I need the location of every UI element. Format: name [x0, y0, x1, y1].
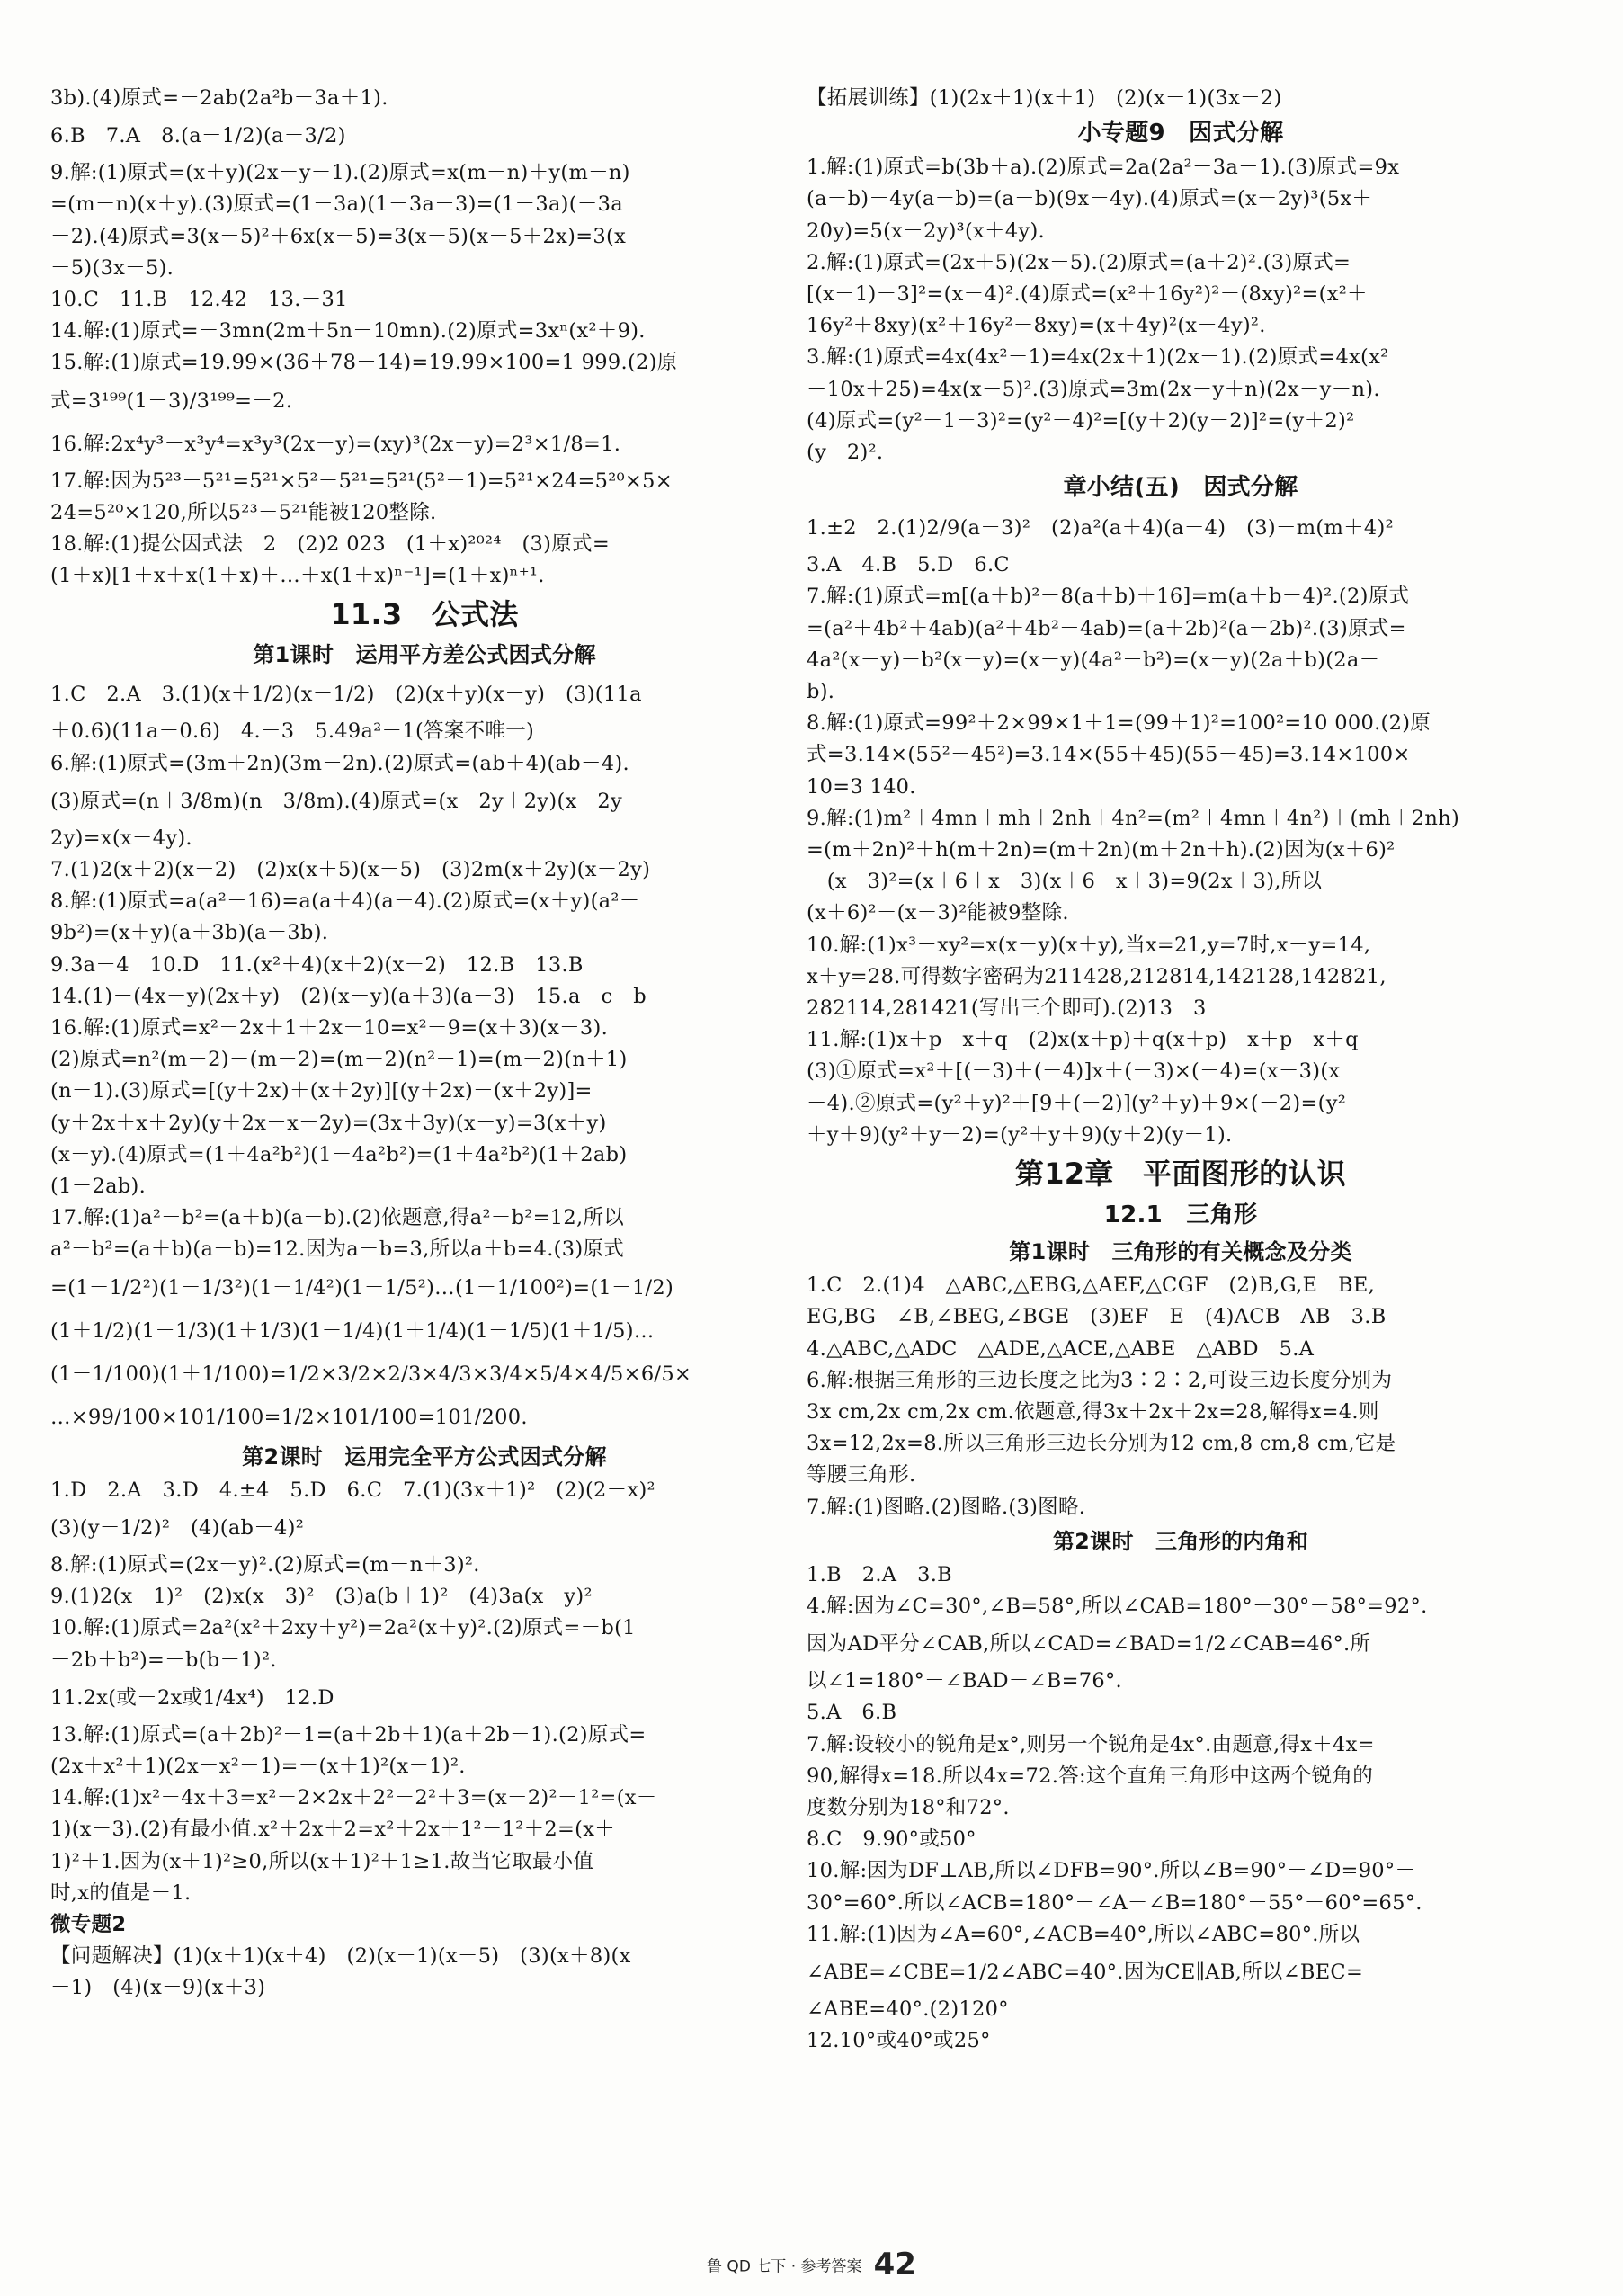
answer-line: 3x=12,2x=8.所以三角形三边长分别为12 cm,8 cm,8 cm,它是 — [807, 1432, 1396, 1456]
answer-line: 3b).(4)原式=－2ab(2a²b－3a＋1). — [50, 86, 388, 110]
section-heading: 小专题9 因式分解 — [1077, 120, 1284, 147]
answer-line: 14.解:(1)x²－4x＋3=x²－2×2x＋2²－2²＋3=(x－2)²－1²=(x－ — [50, 1786, 657, 1810]
answer-line: 1.±2 2.(1)2/9(a－3)² (2)a²(a＋4)(a－4) (3)－m(m＋4)² — [807, 516, 1394, 540]
answer-line: 【拓展训练】(1)(2x＋1)(x＋1) (2)(x－1)(3x－2) — [807, 86, 1282, 110]
answer-line: 9b²)=(x＋y)(a＋3b)(a－3b). — [50, 921, 329, 945]
answer-line: =(m＋2n)²＋h(m＋2n)=(m＋2n)(m＋2n＋h).(2)因为(x＋6)² — [807, 838, 1396, 862]
answer-line: (3)①原式=x²＋[(－3)＋(－4)]x＋(－3)×(－4)=(x－3)(x — [807, 1059, 1341, 1084]
answer-line: 11.解:(1)因为∠A=60°,∠ACB=40°,所以∠ABC=80°.所以 — [807, 1922, 1360, 1946]
answer-line: (4)原式=(y²－1－3)²=(y²－4)²=[(y＋2)(y－2)]²=(y＋2)² — [807, 408, 1355, 433]
answer-line: 1.D 2.A 3.D 4.±4 5.D 6.C 7.(1)(3x＋1)² (2)(2－x)² — [50, 1478, 655, 1502]
answer-line: (a－b)－4y(a－b)=(a－b)(9x－4y).(4)原式=(x－2y)³(5x＋ — [807, 187, 1373, 211]
answer-line: 282114,281421(写出三个即可).(2)13 3 — [807, 996, 1207, 1021]
answer-line: ∠ABE=40°.(2)120° — [807, 1997, 1009, 2021]
answer-line: －(x－3)²=(x＋6＋x－3)(x＋6－x＋3)=9(2x＋3),所以 — [807, 870, 1323, 894]
answer-line: 17.解:因为5²³－5²¹=5²¹×5²－5²¹=5²¹(5²－1)=5²¹×24=5²⁰×5× — [50, 469, 673, 493]
chapter-heading: 11.3 公式法 — [330, 597, 519, 632]
chapter-heading: 第12章 平面图形的认识 — [1014, 1157, 1347, 1192]
answer-line: 11.2x(或－2x或1/4x⁴) 12.D — [50, 1685, 334, 1710]
book-code: 鲁 QD 七下 · 参考答案 — [707, 2257, 862, 2276]
answer-line: 7.解:设较小的锐角是x°,则另一个锐角是4x°.由题意,得x＋4x= — [807, 1732, 1375, 1756]
answer-line: …×99/100×101/100=1/2×101/100=101/200. — [50, 1405, 528, 1429]
section-heading: 章小结(五) 因式分解 — [1063, 474, 1298, 502]
answer-line: =(m－n)(x＋y).(3)原式=(1－3a)(1－3a－3)=(1－3a)(－3a — [50, 192, 623, 217]
answer-line: 【问题解决】(1)(x＋1)(x＋4) (2)(x－1)(x－5) (3)(x＋8)(x — [50, 1944, 631, 1969]
answer-line: 11.解:(1)x＋p x＋q (2)x(x＋p)＋q(x＋p) x＋p x＋q — [807, 1028, 1359, 1052]
answer-line: 18.解:(1)提公因式法 2 (2)2 023 (1＋x)²⁰²⁴ (3)原式= — [50, 532, 610, 557]
answer-line: (3)原式=(n＋3/8m)(n－3/8m).(4)原式=(x－2y＋2y)(x－2y－ — [50, 789, 643, 813]
answer-line: －10x＋25)=4x(x－5)².(3)原式=3m(2x－y＋n)(2x－y－n). — [807, 377, 1380, 401]
answer-line: (x＋6)²－(x－3)²能被9整除. — [807, 901, 1069, 925]
answer-line: 12.10°或40°或25° — [807, 2029, 991, 2053]
answer-line: 16.解:2x⁴y³－x³y⁴=x³y³(2x－y)=(xy)³(2x－y)=2³×1/8=1. — [50, 432, 621, 456]
answer-line: ＋y＋9)(y²＋y－2)=(y²＋y＋9)(y＋2)(y－1). — [807, 1122, 1233, 1147]
answer-line: b). — [807, 680, 835, 704]
answer-line: 24=5²⁰×120,所以5²³－5²¹能被120整除. — [50, 500, 437, 524]
answer-line: 2y)=x(x－4y). — [50, 826, 192, 850]
answer-line: 1.B 2.A 3.B — [807, 1562, 953, 1586]
answer-line: －1) (4)(x－9)(x＋3) — [50, 1976, 266, 2000]
answer-line: 6.解:(1)原式=(3m＋2n)(3m－2n).(2)原式=(ab＋4)(ab－4). — [50, 751, 629, 775]
answer-line: 7.解:(1)图略.(2)图略.(3)图略. — [807, 1495, 1086, 1519]
answer-line: 10.C 11.B 12.42 13.－31 — [50, 288, 348, 312]
answer-line: 9.3a－4 10.D 11.(x²＋4)(x＋2)(x－2) 12.B 13.B — [50, 952, 584, 977]
answer-line: 4a²(x－y)－b²(x－y)=(x－y)(4a²－b²)=(x－y)(2a＋b)(2a－ — [807, 648, 1380, 672]
answer-line: 7.解:(1)原式=m[(a＋b)²－8(a＋b)＋16]=m(a＋b－4)².(2)原式 — [807, 585, 1410, 609]
answer-line: 度数分别为18°和72°. — [807, 1795, 1010, 1819]
answer-line: 2.解:(1)原式=(2x＋5)(2x－5).(2)原式=(a＋2)².(3)原式= — [807, 250, 1351, 274]
section-heading: 12.1 三角形 — [1103, 1202, 1258, 1229]
answer-line: (n－1).(3)原式=[(y＋2x)＋(x＋2y)][(y＋2x)－(x＋2y)]= — [50, 1079, 593, 1103]
answer-line: 30°=60°.所以∠ACB=180°－∠A－∠B=180°－55°－60°=65°. — [807, 1890, 1422, 1915]
right-column — [807, 83, 1555, 2057]
answer-line: 15.解:(1)原式=19.99×(36＋78－14)=19.99×100=1 999.(2)原 — [50, 351, 678, 375]
lesson-heading: 第1课时 运用平方差公式因式分解 — [253, 642, 596, 668]
answer-line: (2)原式=n²(m－2)－(m－2)=(m－2)(n²－1)=(m－2)(n＋1) — [50, 1048, 628, 1072]
answer-line: 4.解:因为∠C=30°,∠B=58°,所以∠CAB=180°－30°－58°=92°. — [807, 1594, 1428, 1618]
answer-line: 17.解:(1)a²－b²=(a＋b)(a－b).(2)依题意,得a²－b²=12,所以 — [50, 1206, 625, 1230]
answer-line: (1－2ab). — [50, 1175, 147, 1199]
answer-line: 13.解:(1)原式=(a＋2b)²－1=(a＋2b＋1)(a＋2b－1).(2)原式= — [50, 1722, 647, 1747]
answer-line: 7.(1)2(x＋2)(x－2) (2)x(x＋5)(x－5) (3)2m(x＋2y)(x－2y) — [50, 858, 651, 882]
answer-line: 10.解:(1)原式=2a²(x²＋2xy＋y²)=2a²(x＋y)².(2)原式=－b(1 — [50, 1616, 636, 1640]
answer-line: (1＋1/2)(1－1/3)(1＋1/3)(1－1/4)(1＋1/4)(1－1/5)(1＋1/5)… — [50, 1318, 655, 1343]
answer-line: x＋y=28.可得数字密码为211428,212814,142128,142821, — [807, 964, 1387, 988]
answer-line: =(1－1/2²)(1－1/3²)(1－1/4²)(1－1/5²)…(1－1/100²)=(1－1/2) — [50, 1275, 674, 1300]
answer-line: 16y²＋8xy)(x²＋16y²－8xy)=(x＋4y)²(x－4y)². — [807, 314, 1266, 338]
answer-line: 10.解:(1)x³－xy²=x(x－y)(x＋y),当x=21,y=7时,x－y=14, — [807, 933, 1371, 957]
answer-line: 1)²＋1.因为(x＋1)²≥0,所以(x＋1)²＋1≥1.故当它取最小值 — [50, 1849, 594, 1873]
answer-line: 8.解:(1)原式=(2x－y)².(2)原式=(m－n＋3)². — [50, 1552, 480, 1577]
answer-line: 1.C 2.(1)4 △ABC,△EBG,△AEF,△CGF (2)B,G,E BE, — [807, 1273, 1376, 1298]
page-number: 42 — [873, 2247, 916, 2283]
answer-line: 14.解:(1)原式=－3mn(2m＋5n－10mn).(2)原式=3xⁿ(x²＋9). — [50, 319, 646, 344]
answer-line: 16.解:(1)原式=x²－2x＋1＋2x－10=x²－9=(x＋3)(x－3). — [50, 1016, 609, 1041]
answer-line: EG,BG ∠B,∠BEG,∠BGE (3)EF E (4)ACB AB 3.B — [807, 1305, 1387, 1329]
answer-line: a²－b²=(a＋b)(a－b)=12.因为a－b=3,所以a＋b=4.(3)原式 — [50, 1237, 625, 1262]
answer-line: (3)(y－1/2)² (4)(ab－4)² — [50, 1515, 305, 1540]
answer-line: 10=3 140. — [807, 774, 916, 799]
answer-line: 等腰三角形. — [807, 1463, 916, 1487]
answer-line: 4.△ABC,△ADC △ADE,△ACE,△ABE △ABD 5.A — [807, 1336, 1315, 1361]
lesson-heading: 第2课时 运用完全平方公式因式分解 — [242, 1443, 607, 1470]
answer-line: 6.解:根据三角形的三边长度之比为3∶2∶2,可设三边长度分别为 — [807, 1368, 1393, 1392]
answer-line: (y＋2x＋x＋2y)(y＋2x－x－2y)=(3x＋3y)(x－y)=3(x＋y) — [50, 1111, 607, 1135]
answer-line: 9.解:(1)原式=(x＋y)(2x－y－1).(2)原式=x(m－n)＋y(m－n) — [50, 161, 630, 185]
answer-line: －2).(4)原式=3(x－5)²＋6x(x－5)=3(x－5)(x－5＋2x)=3(x — [50, 224, 627, 248]
answer-line: －2b＋b²)=－b(b－1)². — [50, 1648, 277, 1672]
answer-line: (x－y).(4)原式=(1＋4a²b²)(1－4a²b²)=(1＋4a²b²)(1＋2ab) — [50, 1142, 628, 1166]
answer-line: 9.解:(1)m²＋4mn＋mh＋2nh＋4n²=(m²＋4mn＋4n²)＋(mh＋2nh) — [807, 806, 1460, 830]
answer-line: 1.C 2.A 3.(1)(x＋1/2)(x－1/2) (2)(x＋y)(x－y) (3)(11a — [50, 683, 642, 707]
answer-line: 8.解:(1)原式=99²＋2×99×1＋1=(99＋1)²=100²=10 000.(2)原 — [807, 711, 1431, 736]
answer-line: 1.解:(1)原式=b(3b＋a).(2)原式=2a(2a²－3a－1).(3)原式=9x — [807, 156, 1400, 180]
answer-line: ∠ABE=∠CBE=1/2∠ABC=40°.因为CE∥AB,所以∠BEC= — [807, 1960, 1364, 1984]
answer-line: 14.(1)－(4x－y)(2x＋y) (2)(x－y)(a＋3)(a－3) 15.a c b — [50, 984, 647, 1008]
answer-line: 1)(x－3).(2)有最小值.x²＋2x＋2=x²＋2x＋1²－1²＋2=(x＋ — [50, 1818, 616, 1842]
topic-label: 微专题2 — [50, 1912, 127, 1936]
answer-line: 3.A 4.B 5.D 6.C — [807, 553, 1010, 577]
left-column — [50, 83, 798, 2005]
answer-line: －4).②原式=(y²＋y)²＋[9＋(－2)](y²＋y)＋9×(－2)=(y² — [807, 1091, 1347, 1115]
answer-line: (1－1/100)(1＋1/100)=1/2×3/2×2/3×4/3×3/4×5/4×4/5×6/5× — [50, 1362, 692, 1386]
answer-line: (1＋x)[1＋x＋x(1＋x)＋…＋x(1＋x)ⁿ⁻¹]=(1＋x)ⁿ⁺¹. — [50, 564, 545, 588]
answer-line: 10.解:因为DF⊥AB,所以∠DFB=90°.所以∠B=90°－∠D=90°－ — [807, 1859, 1416, 1883]
answer-line: =(a²＋4b²＋4ab)(a²＋4b²－4ab)=(a＋2b)²(a－2b)².(3)原式= — [807, 616, 1406, 640]
lesson-heading: 第2课时 三角形的内角和 — [1052, 1528, 1309, 1554]
answer-line: ＋0.6)(11a－0.6) 4.－3 5.49a²－1(答案不唯一) — [50, 719, 535, 744]
answer-line: [(x－1)－3]²=(x－4)².(4)原式=(x²＋16y²)²－(8xy)²=(x²＋ — [807, 282, 1368, 307]
answer-line: 时,x的值是－1. — [50, 1881, 192, 1905]
answer-line: 因为AD平分∠CAB,所以∠CAD=∠BAD=1/2∠CAB=46°.所 — [807, 1632, 1371, 1657]
answer-line: －5)(3x－5). — [50, 255, 174, 280]
answer-line: 式=3.14×(55²－45²)=3.14×(55＋45)(55－45)=3.14×100× — [807, 743, 1411, 767]
page-footer — [0, 2247, 1623, 2283]
lesson-heading: 第1课时 三角形的有关概念及分类 — [1009, 1239, 1352, 1265]
answer-line: 以∠1=180°－∠BAD－∠B=76°. — [807, 1669, 1122, 1693]
answer-line: 8.C 9.90°或50° — [807, 1827, 976, 1852]
answer-line: 3x cm,2x cm,2x cm.依题意,得3x＋2x＋2x=28,解得x=4.则 — [807, 1399, 1379, 1424]
answer-line: 90,解得x=18.所以4x=72.答:这个直角三角形中这两个锐角的 — [807, 1764, 1374, 1788]
answer-line: (y－2)². — [807, 441, 884, 465]
answer-line: 5.A 6.B — [807, 1701, 897, 1725]
answer-line: 6.B 7.A 8.(a－1/2)(a－3/2) — [50, 124, 346, 148]
answer-line: 20y)=5(x－2y)³(x＋4y). — [807, 219, 1046, 243]
answer-line: 3.解:(1)原式=4x(4x²－1)=4x(2x＋1)(2x－1).(2)原式=4x(x² — [807, 345, 1389, 370]
answer-line: 8.解:(1)原式=a(a²－16)=a(a＋4)(a－4).(2)原式=(x＋y)(a²－ — [50, 889, 640, 914]
answer-line: (2x＋x²＋1)(2x－x²－1)=－(x＋1)²(x－1)². — [50, 1754, 466, 1778]
answer-line: 式=3¹⁹⁹(1－3)/3¹⁹⁹=－2. — [50, 389, 293, 413]
answer-line: 9.(1)2(x－1)² (2)x(x－3)² (3)a(b＋1)² (4)3a(x－y)² — [50, 1585, 593, 1609]
